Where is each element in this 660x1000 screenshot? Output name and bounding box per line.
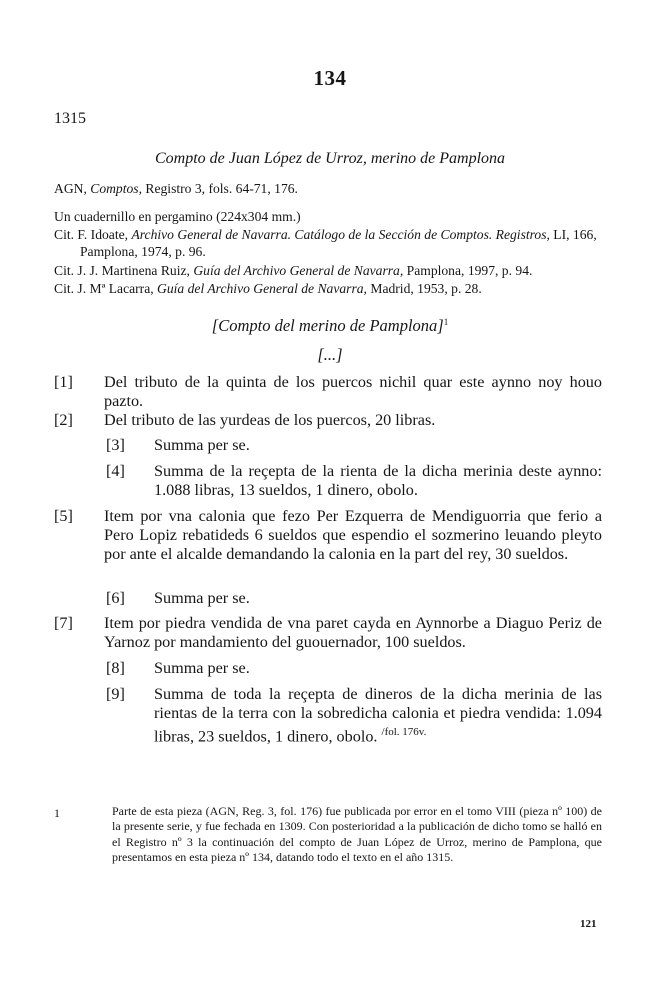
entry-text: Del tributo de las yurdeas de los puercos, 20 libras. bbox=[104, 411, 436, 429]
citation-title: Guía del Archivo General de Navarra, bbox=[157, 281, 367, 296]
entry-item bbox=[106, 659, 602, 678]
entry-text: Summa de la reçepta de la rienta de la dicha merinia deste aynno: 1.088 libras, 13 sueldos, 1 dinero, obolo. bbox=[154, 462, 602, 499]
citation-author: Cit. F. Idoate, bbox=[54, 227, 132, 242]
entry-number: [8] bbox=[106, 659, 125, 677]
folio-mark: /fol. 176v. bbox=[381, 726, 427, 738]
entry-text: Summa per se. bbox=[154, 659, 250, 677]
document-title: Compto de Juan López de Urroz, merino de Pamplona bbox=[154, 150, 506, 167]
footnote-text: Parte de esta pieza (AGN, Reg. 3, fol. 176) fue publicada por error en el tomo VIII (pieza nº 100) de la presente serie, y fue fechada en 1309. Con posterioridad a la publicación de dicho tomo se halló en el Registro nº 3 la continuación del compto de Juan López de Urroz, merino de Pamplona, que presentamos en esta pieza nº 134, datando todo el texto en el año 1315. bbox=[112, 804, 602, 864]
entry-item bbox=[106, 589, 602, 608]
entry-item bbox=[106, 436, 602, 455]
physical-description: Un cuadernillo en pergamino (224x304 mm.) bbox=[54, 209, 301, 224]
citation-details: LI, 166, Pamplona, 1974, p. 96. bbox=[80, 227, 597, 259]
citation-details: Pamplona, 1997, p. 94. bbox=[403, 263, 533, 278]
entry-text: Summa per se. bbox=[154, 589, 250, 607]
citation bbox=[54, 262, 602, 279]
entry-text: Item por vna calonia que fezo Per Ezquerra de Mendiguorria que ferio a Pero Lopiz rebatideds 6 sueldos que espendio el sozmerino leuando pleyto por ante el alcalde demandando la calonia en la part del rey, 30 sueldos. bbox=[104, 507, 602, 563]
entry-number: [3] bbox=[106, 436, 125, 454]
entry-text: Del tributo de la quinta de los puercos nichil quar este aynno noy houo pazto. bbox=[104, 373, 602, 410]
page-number: 121 bbox=[580, 918, 597, 930]
citation-details: Madrid, 1953, p. 28. bbox=[366, 281, 482, 296]
entry-number: [2] bbox=[54, 411, 73, 429]
archive-reference bbox=[54, 180, 602, 197]
entry-number: [9] bbox=[106, 685, 125, 703]
citation bbox=[54, 280, 602, 297]
entry-item bbox=[106, 462, 602, 500]
entry-item bbox=[106, 685, 602, 746]
entry-text: Summa per se. bbox=[154, 436, 250, 454]
footnote-reference[interactable]: 1 bbox=[443, 317, 449, 327]
entry-item bbox=[54, 373, 602, 411]
entry-number: [1] bbox=[54, 373, 73, 391]
entry-item bbox=[54, 507, 602, 564]
entry-number: [6] bbox=[106, 589, 125, 607]
entry-number: [5] bbox=[54, 507, 73, 525]
citation bbox=[54, 226, 602, 260]
citation-author: Cit. J. J. Martinena Ruiz, bbox=[54, 263, 194, 278]
omission-mark: [...] bbox=[317, 345, 343, 364]
citation-title: Guía del Archivo General de Navarra, bbox=[193, 263, 404, 278]
entry-number: [4] bbox=[106, 462, 125, 480]
section-title-text: [Compto del merino de Pamplona] bbox=[211, 316, 444, 335]
piece-number: 134 bbox=[313, 66, 347, 90]
entry-text: Item por piedra vendida de vna paret cayda en Aynnorbe a Diaguo Periz de Yarnoz por mandamiento del guouernador, 100 sueldos. bbox=[104, 614, 602, 651]
document-year: 1315 bbox=[54, 110, 86, 127]
entry-item bbox=[54, 614, 602, 652]
citation-title: Archivo General de Navarra. Catálogo de la Sección de Comptos. Registros, bbox=[131, 227, 550, 242]
archive-location: Registro 3, fols. 64-71, 176. bbox=[142, 181, 298, 196]
entry-item bbox=[54, 411, 602, 430]
citation-author: Cit. J. Mª Lacarra, bbox=[54, 281, 158, 296]
entry-number: [7] bbox=[54, 614, 73, 632]
entry-text-body: Summa de toda la reçepta de dineros de la dicha merinia de las rientas de la terra con la sobredicha calonia et piedra vendida: 1.094 libras, 23 sueldos, 1 dinero, obolo. bbox=[154, 685, 602, 746]
section-title bbox=[60, 316, 600, 336]
archive-prefix: AGN, bbox=[54, 181, 91, 196]
footnote-separator bbox=[54, 783, 234, 785]
footnote-number: 1 bbox=[54, 806, 60, 820]
archive-series: Comptos, bbox=[90, 181, 142, 196]
entry-text bbox=[154, 685, 602, 746]
